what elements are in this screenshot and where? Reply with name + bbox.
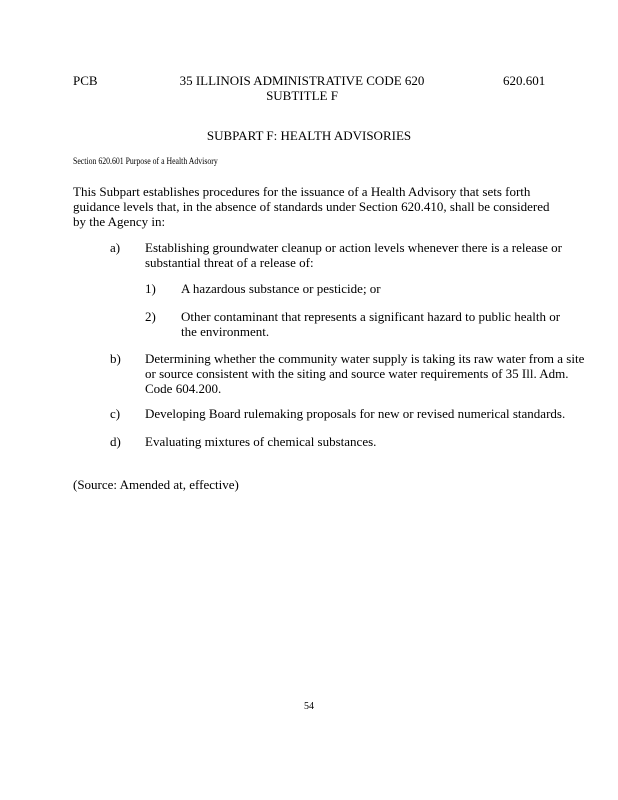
item-b-label: b) bbox=[110, 351, 121, 366]
item-a1-label: 1) bbox=[145, 281, 156, 296]
header-right: 620.601 bbox=[503, 73, 546, 88]
item-c-label: c) bbox=[110, 406, 121, 421]
header-code-title: 35 ILLINOIS ADMINISTRATIVE CODE 620 bbox=[179, 73, 425, 88]
item-b-text: Determining whether the community water supply is taking its raw water from a site or source consistent with the siting and source water requirements of 35 Ill. Adm. Code 604.200. bbox=[145, 351, 585, 396]
intro-paragraph: This Subpart establishes procedures for the issuance of a Health Advisory that sets forth guidance levels that, in the absence of standards under Section 620.410, shall be considered by the Agency in: bbox=[73, 184, 550, 229]
item-a2-label: 2) bbox=[145, 309, 156, 324]
item-a2-text: Other contaminant that represents a significant hazard to public health or the environment. bbox=[181, 309, 561, 339]
subpart-title: SUBPART F: HEALTH ADVISORIES bbox=[206, 128, 412, 143]
header-left: PCB bbox=[73, 73, 98, 88]
item-c-text: Developing Board rulemaking proposals for new or revised numerical standards. bbox=[145, 406, 566, 421]
section-heading: Section 620.601 Purpose of a Health Advisory bbox=[73, 157, 218, 167]
item-d-label: d) bbox=[110, 434, 121, 449]
item-a-text: Establishing groundwater cleanup or action levels whenever there is a release or substantial threat of a release of: bbox=[145, 240, 562, 270]
header-center bbox=[156, 73, 448, 103]
header-subtitle: SUBTITLE F bbox=[266, 88, 338, 103]
source-note: (Source: Amended at, effective) bbox=[73, 477, 239, 492]
item-a-label: a) bbox=[110, 240, 121, 255]
item-d-text: Evaluating mixtures of chemical substances. bbox=[145, 434, 377, 449]
page-number: 54 bbox=[304, 701, 314, 712]
item-a1-text: A hazardous substance or pesticide; or bbox=[181, 281, 381, 296]
